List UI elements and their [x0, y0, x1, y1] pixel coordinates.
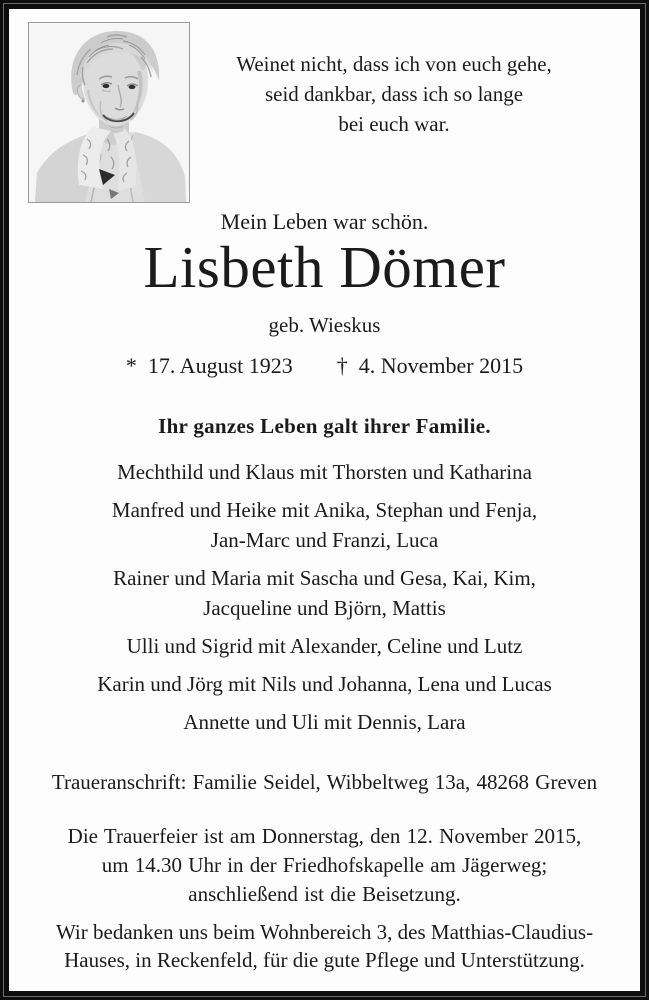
obituary-notice [9, 9, 640, 991]
family-line: Annette und Uli mit Dennis, Lara [183, 710, 466, 734]
deceased-name: Lisbeth Dömer [143, 234, 506, 300]
birth-date-text: 17. August 1923 [147, 353, 293, 378]
epigraph-line: Weinet nicht, dass ich von euch gehe, [236, 52, 552, 76]
acknowledgement-line: Hauses, in Reckenfeld, für die gute Pflege und Unterstützung. [64, 948, 585, 972]
acknowledgement [9, 918, 640, 974]
family-line: Jacqueline und Björn, Mattis [203, 596, 446, 620]
family-line: Ulli und Sigrid mit Alexander, Celine und Lutz [126, 634, 523, 658]
family-line: Rainer und Maria mit Sascha und Gesa, Kai, Kim, [113, 566, 536, 590]
family-line: Manfred und Heike mit Anika, Stephan und Fenja, [111, 498, 538, 522]
family-line: Karin und Jörg mit Nils und Johanna, Lena und Lucas [97, 672, 552, 696]
frame-inner-border [4, 4, 645, 996]
funeral-info [9, 822, 640, 909]
acknowledgement-line: Wir bedanken uns beim Wohnbereich 3, des Matthias-Claudius- [55, 920, 594, 944]
life-dates [9, 351, 640, 381]
funeral-info-line: um 14.30 Uhr in der Friedhofskapelle am Jägerweg; [101, 853, 548, 877]
epigraph-line: bei euch war. [338, 112, 450, 136]
funeral-info-line: anschließend ist die Beisetzung. [188, 882, 461, 906]
family-line: Jan-Marc und Franzi, Luca [210, 528, 439, 552]
mourning-address: Traueranschrift: Familie Seidel, Wibbeltweg 13a, 48268 Greven [51, 770, 598, 794]
epigraph-line: seid dankbar, dass ich so lange [264, 82, 524, 106]
family-line: Mechthild und Klaus mit Thorsten und Katharina [117, 460, 532, 484]
death-date [337, 351, 523, 381]
birth-date [126, 351, 293, 381]
funeral-info-line: Die Trauerfeier ist am Donnerstag, den 12. November 2015, [67, 824, 582, 848]
death-date-text: 4. November 2015 [358, 353, 524, 378]
life-motto: Mein Leben war schön. [220, 209, 429, 234]
frame-inset-line [3, 3, 646, 997]
dedication-line: Ihr ganzes Leben galt ihrer Familie. [158, 414, 491, 438]
family-list [9, 457, 640, 737]
maiden-name: geb. Wieskus [268, 313, 381, 337]
epigraph-poem [159, 49, 629, 139]
born-star-icon: * [125, 353, 137, 378]
died-cross-icon: † [336, 353, 348, 378]
